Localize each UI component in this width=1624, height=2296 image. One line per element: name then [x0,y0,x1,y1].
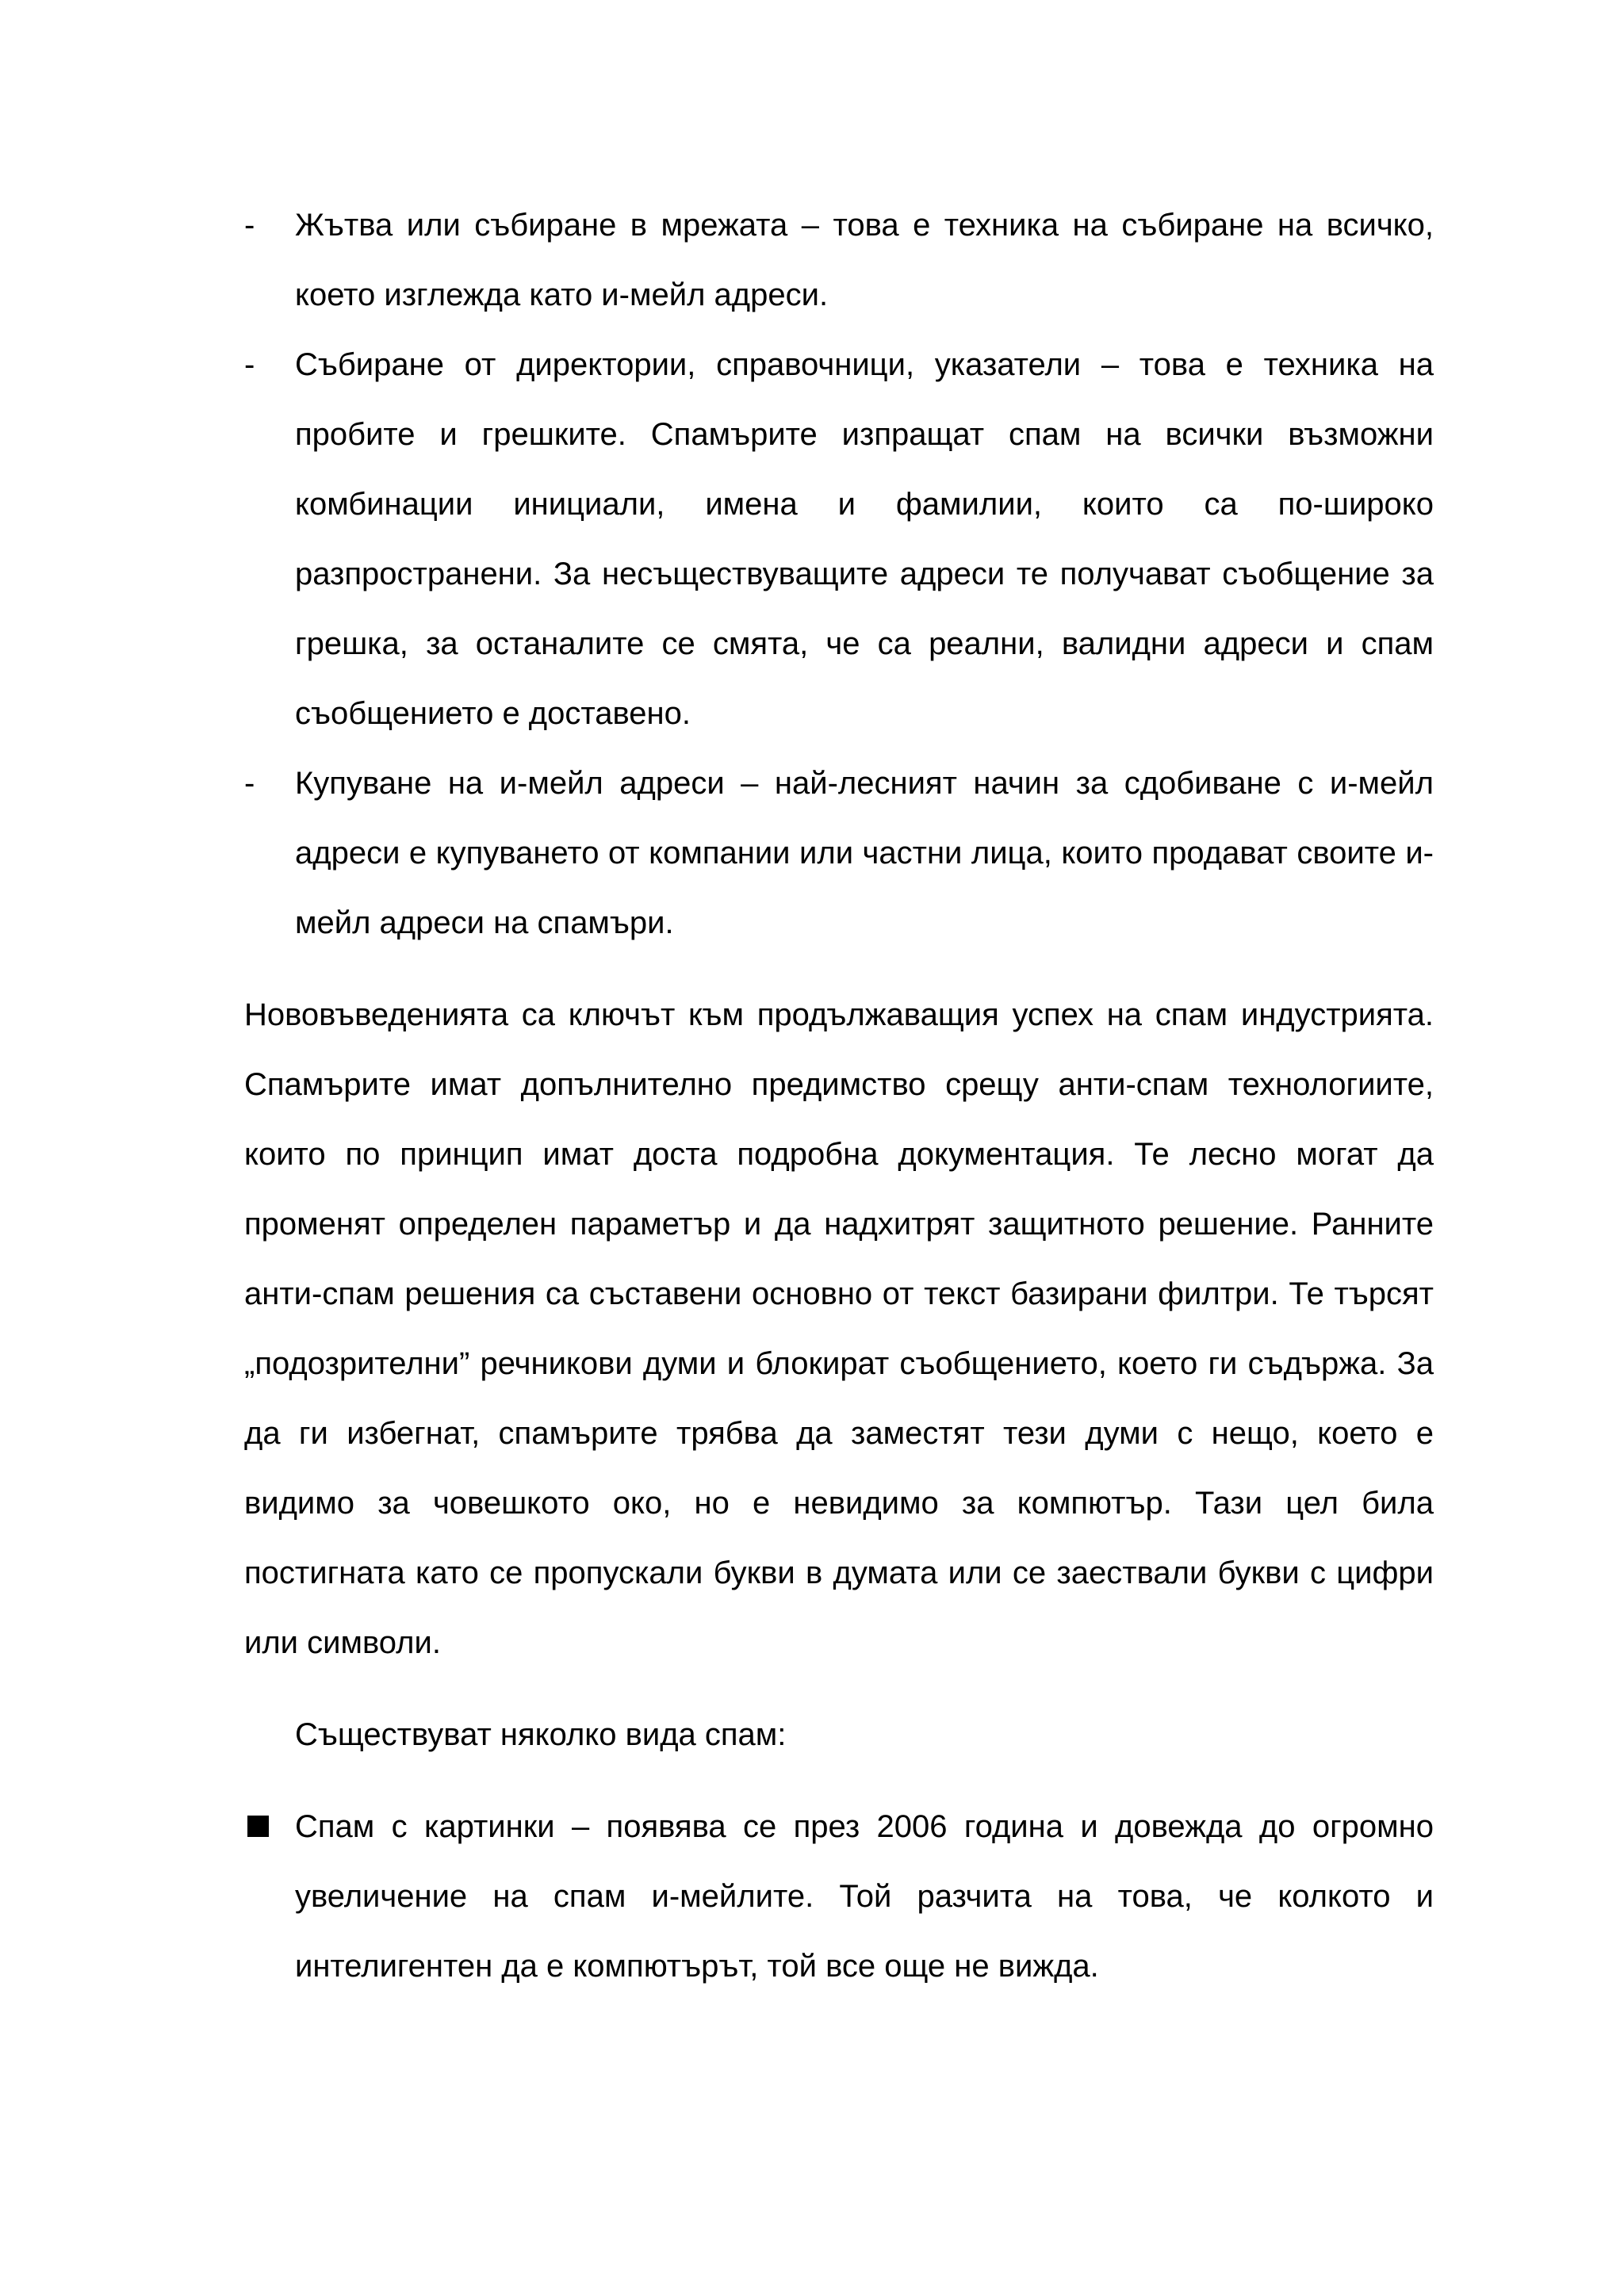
square-bullet-list [244,1792,1434,2001]
types-intro: Съществуват няколко вида спам: [295,1717,787,1752]
document-page [244,190,1434,2001]
list-item [244,190,1434,330]
list-item-text: Събиране от директории, справочници, указатели – това е техника на пробите и грешките. Спамърите изпращат спам на всички възможни комбинации инициали, имена и фамилии, които са по-широко разпространени. За несъществуващите адреси те получават съобщение за грешка, за останалите се смята, че са реални, валидни адреси и спам съобщението е доставено. [295,347,1434,731]
dash-list [244,190,1434,958]
dash-marker: - [244,347,255,382]
list-item [244,330,1434,748]
list-item-text: Купуване на и-мейл адреси – най-лесният начин за сдобиване с и-мейл адреси е купуването от компании или частни лица, които продават своите и-мейл адреси на спамъри. [295,766,1434,940]
dash-marker: - [244,208,255,243]
list-item-text: Жътва или събиране в мрежата – това е техника на събиране на всичко, което изглежда като и-мейл адреси. [295,208,1434,312]
list-item [244,748,1434,958]
list-item [244,1792,1434,2001]
body-paragraph: Нововъведенията са ключът към продължаващия успех на спам индустрията. Спамърите имат допълнително предимство срещу анти-спам технологиите, които по принцип имат доста подробна документация. Те лесно могат да променят определен параметър и да надхитрят защитното решение. Ранните анти-спам решения са съставени основно от текст базирани филтри. Те търсят „подозрителни” речникови думи и блокират съобщението, което ги съдържа. За да ги избегнат, спамърите трябва да заместят тези думи с нещо, което е видимо за човешкото око, но е невидимо за компютър. Тази цел била постигната като се пропускали букви в думата или се заествали букви с цифри или символи. [244,997,1434,1660]
list-item-text: Спам с картинки – появява се през 2006 година и довежда до огромно увеличение на спам и-мейлите. Той разчита на това, че колкото и интелигентен да е компютърът, той все още не вижда. [295,1809,1434,1984]
dash-marker: - [244,766,255,801]
square-bullet-icon [247,1816,269,1837]
